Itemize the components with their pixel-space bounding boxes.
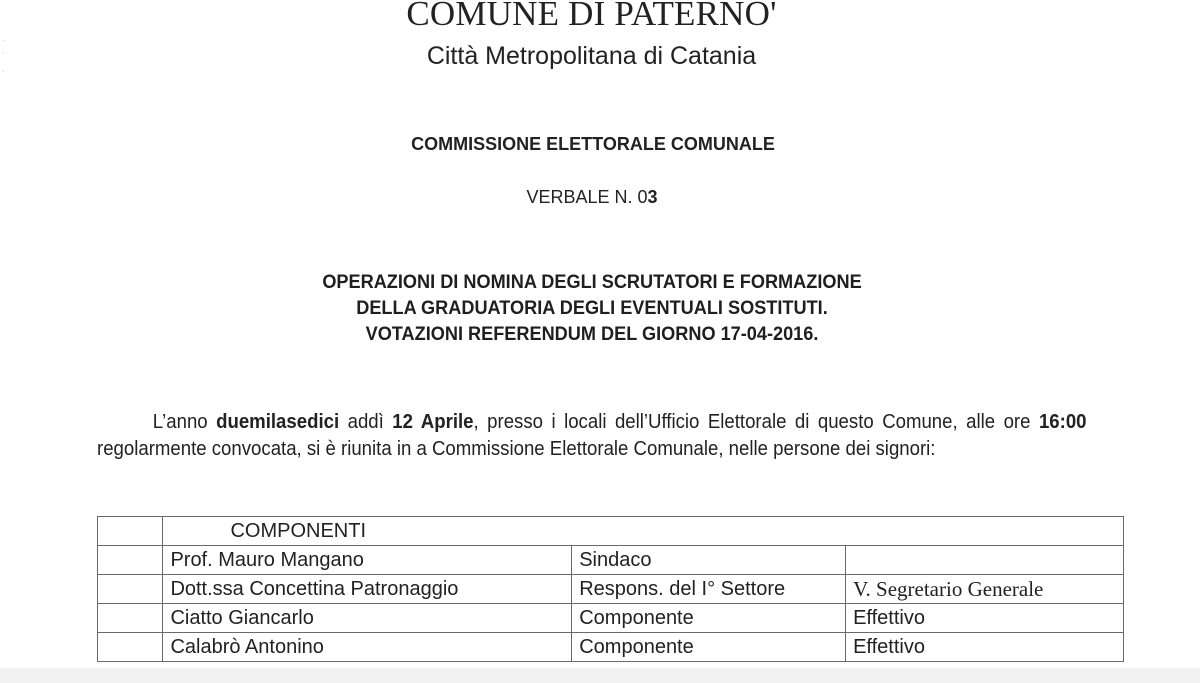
subject-line-2: DELLA GRADUATORIA DEGLI EVENTUALI SOSTITUTI. xyxy=(356,297,828,319)
member-note: Effettivo xyxy=(846,604,1124,633)
verbale-number xyxy=(0,187,1184,208)
table-cell-empty xyxy=(98,575,163,604)
member-name: Calabrò Antonino xyxy=(163,633,572,662)
text-segment: regolarmente convocata, si è riunita in a Commissione Elettorale Comunale, nelle persone dei signori: xyxy=(97,438,936,460)
text-segment: , presso i locali dell’Ufficio Elettorale di questo Comune, alle ore xyxy=(473,411,1039,433)
member-note: Effettivo xyxy=(846,633,1124,662)
member-role: Sindaco xyxy=(572,546,846,575)
page-bottom-edge xyxy=(0,668,1200,683)
commission-title: COMMISSIONE ELETTORALE COMUNALE xyxy=(411,134,775,154)
member-role: Respons. del I° Settore xyxy=(572,575,846,604)
table-header-cell xyxy=(163,517,1124,546)
table-row xyxy=(98,575,1124,604)
table-cell-empty xyxy=(98,517,163,546)
member-role: Componente xyxy=(572,633,846,662)
member-name: Dott.ssa Concettina Patronaggio xyxy=(163,575,572,604)
text-segment: L’anno xyxy=(152,411,217,433)
table-cell-empty xyxy=(98,546,163,575)
time-bold: 16:00 xyxy=(1038,411,1087,433)
table-header-row xyxy=(98,517,1124,546)
members-table xyxy=(97,516,1124,662)
municipality-title: COMUNE DI PATERNO' xyxy=(406,0,777,33)
table-cell-empty xyxy=(98,633,163,662)
table-header-label: COMPONENTI xyxy=(230,520,366,542)
subject-line-1: OPERAZIONI DI NOMINA DEGLI SCRUTATORI E FORMAZIONE xyxy=(322,271,862,293)
member-name: Prof. Mauro Mangano xyxy=(163,546,572,575)
text-segment: addì xyxy=(339,411,393,433)
member-role: Componente xyxy=(572,604,846,633)
member-name: Ciatto Giancarlo xyxy=(163,604,572,633)
subject-line-3: VOTAZIONI REFERENDUM DEL GIORNO 17-04-2016. xyxy=(365,323,819,345)
year-bold: duemilasedici xyxy=(216,411,340,433)
scan-artifact: · ‚ - xyxy=(2,36,5,75)
verbale-number-bold: 3 xyxy=(647,187,658,207)
member-note: V. Segretario Generale xyxy=(846,575,1124,604)
subject-heading xyxy=(41,269,1142,347)
table-row xyxy=(98,633,1124,662)
verbale-prefix: VERBALE N. 0 xyxy=(526,187,648,207)
table-row xyxy=(98,546,1124,575)
table-row xyxy=(98,604,1124,633)
opening-paragraph xyxy=(97,409,1087,463)
region-subtitle: Città Metropolitana di Catania xyxy=(426,42,757,70)
member-note xyxy=(846,546,1124,575)
table-cell-empty xyxy=(98,604,163,633)
date-bold: 12 Aprile xyxy=(392,411,474,433)
